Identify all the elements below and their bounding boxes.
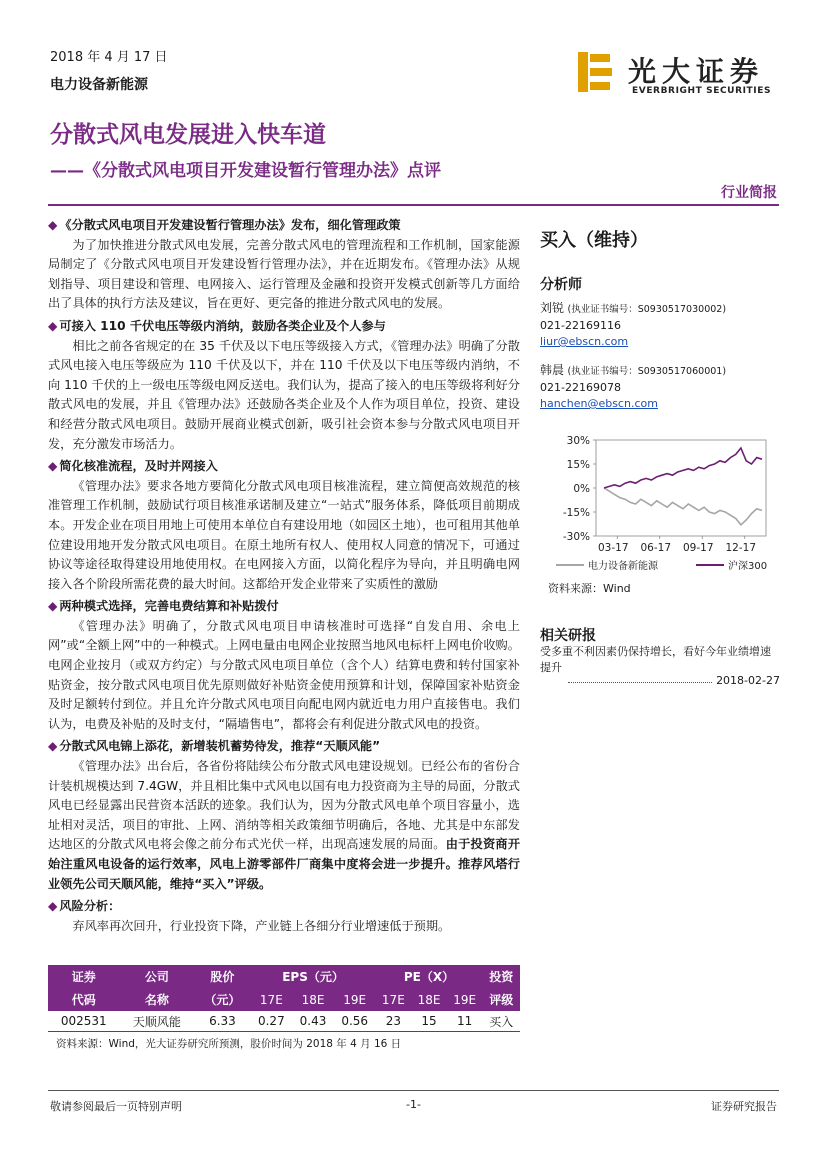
related-research-heading: 相关研报 bbox=[540, 628, 596, 644]
section-body bbox=[48, 757, 520, 894]
related-research-date: 2018-02-27 bbox=[716, 674, 780, 687]
main-body bbox=[48, 216, 520, 939]
section-5 bbox=[48, 737, 520, 894]
series-line-sector bbox=[604, 488, 762, 525]
section-title: 风险分析： bbox=[59, 899, 121, 914]
table-cell: 15 bbox=[411, 1011, 447, 1032]
analyst-phone: 021-22169078 bbox=[540, 381, 621, 394]
valuation-table bbox=[48, 965, 520, 1032]
analyst-heading: 分析师 bbox=[540, 277, 582, 293]
legend-label: 电力设备新能源 bbox=[588, 561, 658, 572]
section-title: 可接入 110 千伏电压等级内消纳，鼓励各类企业及个人参与 bbox=[59, 318, 386, 333]
section-body-text: 《管理办法》出台后，各省份将陆续公布分散式风电建设规划。已经公布的省份合计装机规模达到 7.4GW，并且相比集中式风电以国有电力投资商为主导的局面，分散式风电已经显露出民营资本活跃的迹象。我们认为，因为分散式风电单个项目容量小，选址相对灵活，项目的审批、上网、消纳等相关政策细节明确后，各地、尤其是中东部发达地区的分散式风电将会像之前分布式光伏一样，出现高速发展的局面。 bbox=[48, 759, 520, 852]
diamond-bullet-icon: ◆ bbox=[48, 318, 58, 333]
table-cell: 002531 bbox=[48, 1011, 119, 1032]
x-tick-label: 03-17 bbox=[597, 542, 629, 554]
analyst-email-link[interactable]: hanchen@ebscn.com bbox=[540, 397, 658, 410]
report-title: 分散式风电发展进入快车道 bbox=[50, 122, 326, 148]
sidebar bbox=[540, 222, 780, 412]
table-header-cell: 投资 bbox=[483, 965, 521, 988]
table-cell: 天顺风能 bbox=[119, 1011, 194, 1032]
analyst-phone: 021-22169116 bbox=[540, 319, 621, 332]
section-body: 弃风率再次回升，行业投资下降，产业链上各细分行业增速低于预期。 bbox=[72, 918, 451, 933]
table-header-row bbox=[48, 965, 520, 988]
table-header-cell: 代码 bbox=[48, 988, 119, 1011]
table-header-cell: 17E bbox=[376, 988, 412, 1011]
analyst-email-link[interactable]: liur@ebscn.com bbox=[540, 335, 629, 348]
table-cell: 买入 bbox=[483, 1011, 521, 1032]
table-row bbox=[48, 1011, 520, 1032]
table-header-cell: 18E bbox=[292, 988, 334, 1011]
section-title: 两种模式选择，完善电费结算和补贴拨付 bbox=[59, 599, 279, 614]
report-type: 行业简报 bbox=[721, 185, 777, 201]
analyst-card bbox=[540, 300, 780, 350]
y-tick-label: 15% bbox=[566, 459, 590, 471]
table-cell: 0.43 bbox=[292, 1011, 334, 1032]
y-tick-label: 0% bbox=[573, 483, 590, 495]
section-2 bbox=[48, 317, 520, 454]
sector-label: 电力设备新能源 bbox=[50, 77, 148, 93]
table-header-cell: 19E bbox=[447, 988, 483, 1011]
diamond-bullet-icon: ◆ bbox=[48, 218, 58, 232]
legend-label: 沪深300 bbox=[728, 561, 768, 572]
table-header-cell: 18E bbox=[411, 988, 447, 1011]
section-body: 相比之前各省规定的在 35 千伏及以下电压等级接入方式，《管理办法》明确了分散式风电接入电压等级应为 110 千伏及以下，并在 110 千伏及以下电压等级内消纳，不向 110 千伏的上一级电压等级电网反送电。我们认为，提高了接入的电压等级将利好分散式风电的发展，并且《管理办法》还鼓励各类企业及个人作为项目单位，投资、建设和经营分散式风电项目。鼓励开展商业模式创新，吸引社会资本参与分散式风电项目开发，充分激发市场活力。 bbox=[48, 338, 520, 451]
analyst-card bbox=[540, 362, 780, 412]
table-header-cell: PE（X） bbox=[376, 965, 483, 988]
diamond-bullet-icon: ◆ bbox=[48, 739, 58, 754]
section-1 bbox=[48, 216, 520, 314]
header-divider bbox=[48, 204, 779, 206]
table-header-cell: 评级 bbox=[483, 988, 521, 1011]
table-header-row bbox=[48, 988, 520, 1011]
table-cell: 23 bbox=[376, 1011, 412, 1032]
section-3 bbox=[48, 457, 520, 594]
section-body: 《管理办法》要求各地方要简化分散式风电项目核准流程，建立简便高效规范的核准管理工作机制，鼓励试行项目核准承诺制及建立“一站式”服务体系，降低项目前期成本。开发企业在项目用地上可使用本单位自有建设用地（如园区土地），也可租用其他单位建设用地开发分散式风电项目。在原土地所有权人、使用权人同意的情况下，可通过协议等途径取得建设用地使用权。在电网接入方面，以简化程序为导向，并且明确电网接入各个阶段所需花费的最大时间。这都给开发企业带来了实质性的激励 bbox=[48, 478, 520, 591]
logo-text-en: EVERBRIGHT SECURITIES bbox=[632, 86, 772, 96]
everbright-logo-icon bbox=[578, 52, 614, 92]
diamond-bullet-icon: ◆ bbox=[48, 459, 58, 474]
y-tick-label: 30% bbox=[566, 435, 590, 447]
rating: 买入（维持） bbox=[540, 230, 648, 251]
analyst-name: 刘锐 bbox=[540, 301, 565, 315]
leader-dots bbox=[568, 674, 712, 683]
analyst-cert: (执业证书编号：S0930517030002) bbox=[567, 304, 727, 315]
y-tick-label: -15% bbox=[562, 507, 590, 519]
table-source: 资料来源：Wind，光大证券研究所预测，股价时间为 2018 年 4 月 16 日 bbox=[56, 1038, 402, 1050]
section-body: 《管理办法》明确了，分散式风电项目申请核准时可选择“自发自用、余电上网”或“全额上网”中的一种模式。上网电量由电网企业按照当地风电标杆上网电价收购。电网企业按月（或双方约定）与分散式风电项目单位（含个人）结算电费和转付国家补贴资金，按分散式风电项目优先原则做好补贴资金使用预算和计划，保障国家补贴资金及时足额转付到位。并且允许分散式风电项目向配电网内就近电力用户直接售电。我们认为，电费及补贴的及时支付，“隔墙售电”，都将会有利促进分散式风电的投资。 bbox=[48, 618, 520, 731]
section-title: 简化核准流程，及时并网接入 bbox=[59, 459, 218, 474]
section-title: 分散式风电锦上添花，新增装机蓄势待发，推荐“天顺风能” bbox=[59, 739, 381, 754]
footer-divider bbox=[48, 1090, 779, 1091]
x-tick-label: 12-17 bbox=[725, 542, 757, 554]
analyst-cert: (执业证书编号：S0930517060001) bbox=[567, 366, 727, 377]
table-header-cell: 股价 bbox=[194, 965, 250, 988]
chart-plot-frame bbox=[596, 440, 766, 536]
footer-disclaimer: 敬请参阅最后一页特别声明 bbox=[50, 1100, 182, 1113]
related-research-title[interactable]: 受多重不利因素仍保持增长，看好今年业绩增速提升 bbox=[540, 645, 771, 674]
table-header-cell: 证券 bbox=[48, 965, 119, 988]
x-tick-label: 06-17 bbox=[640, 542, 672, 554]
diamond-bullet-icon: ◆ bbox=[48, 599, 58, 614]
related-research-row bbox=[540, 674, 780, 687]
y-tick-label: -30% bbox=[562, 531, 590, 543]
table-cell: 6.33 bbox=[194, 1011, 250, 1032]
analyst-name: 韩晨 bbox=[540, 363, 565, 377]
relative-performance-chart bbox=[548, 432, 780, 602]
table-cell: 0.56 bbox=[334, 1011, 376, 1032]
table-header-cell: 19E bbox=[334, 988, 376, 1011]
report-date: 2018 年 4 月 17 日 bbox=[50, 50, 168, 65]
section-title: 《分散式风电项目开发建设暂行管理办法》发布，细化管理政策 bbox=[59, 218, 401, 232]
series-line-hs300 bbox=[604, 448, 762, 488]
table-header-cell: 名称 bbox=[119, 988, 194, 1011]
section-4 bbox=[48, 597, 520, 734]
report-subtitle: ——《分散式风电项目开发建设暂行管理办法》点评 bbox=[50, 161, 441, 181]
footer-report-label: 证券研究报告 bbox=[711, 1100, 777, 1113]
diamond-bullet-icon: ◆ bbox=[48, 899, 58, 914]
table-header-cell: （元） bbox=[194, 988, 250, 1011]
section-emphasis: 由于投资商开始注重风电设备的运行效率，风电上游零部件厂商集中度将会进一步提升。推荐风塔行业领先公司天顺风能，维持“买入”评级。 bbox=[48, 837, 521, 891]
table-cell: 11 bbox=[447, 1011, 483, 1032]
section-6 bbox=[48, 897, 520, 936]
table-header-cell: EPS（元） bbox=[251, 965, 376, 988]
table-cell: 0.27 bbox=[251, 1011, 293, 1032]
table-header-cell: 公司 bbox=[119, 965, 194, 988]
x-tick-label: 09-17 bbox=[682, 542, 714, 554]
section-body: 为了加快推进分散式风电发展，完善分散式风电的管理流程和工作机制，国家能源局制定了《分散式风电项目开发建设暂行管理办法》，并在近期发布。《管理办法》从规划指导、项目建设和管理、电网接入、运行管理及金融和投资开发模式创新等几方面给出了具体的执行方法及建议，旨在更好、更完备的推进分散式风电的发展。 bbox=[48, 237, 520, 311]
table-header-cell: 17E bbox=[251, 988, 293, 1011]
chart-source: 资料来源：Wind bbox=[548, 582, 631, 595]
page-number: -1- bbox=[406, 1098, 421, 1111]
logo-text-cn: 光大证券 bbox=[628, 55, 765, 88]
